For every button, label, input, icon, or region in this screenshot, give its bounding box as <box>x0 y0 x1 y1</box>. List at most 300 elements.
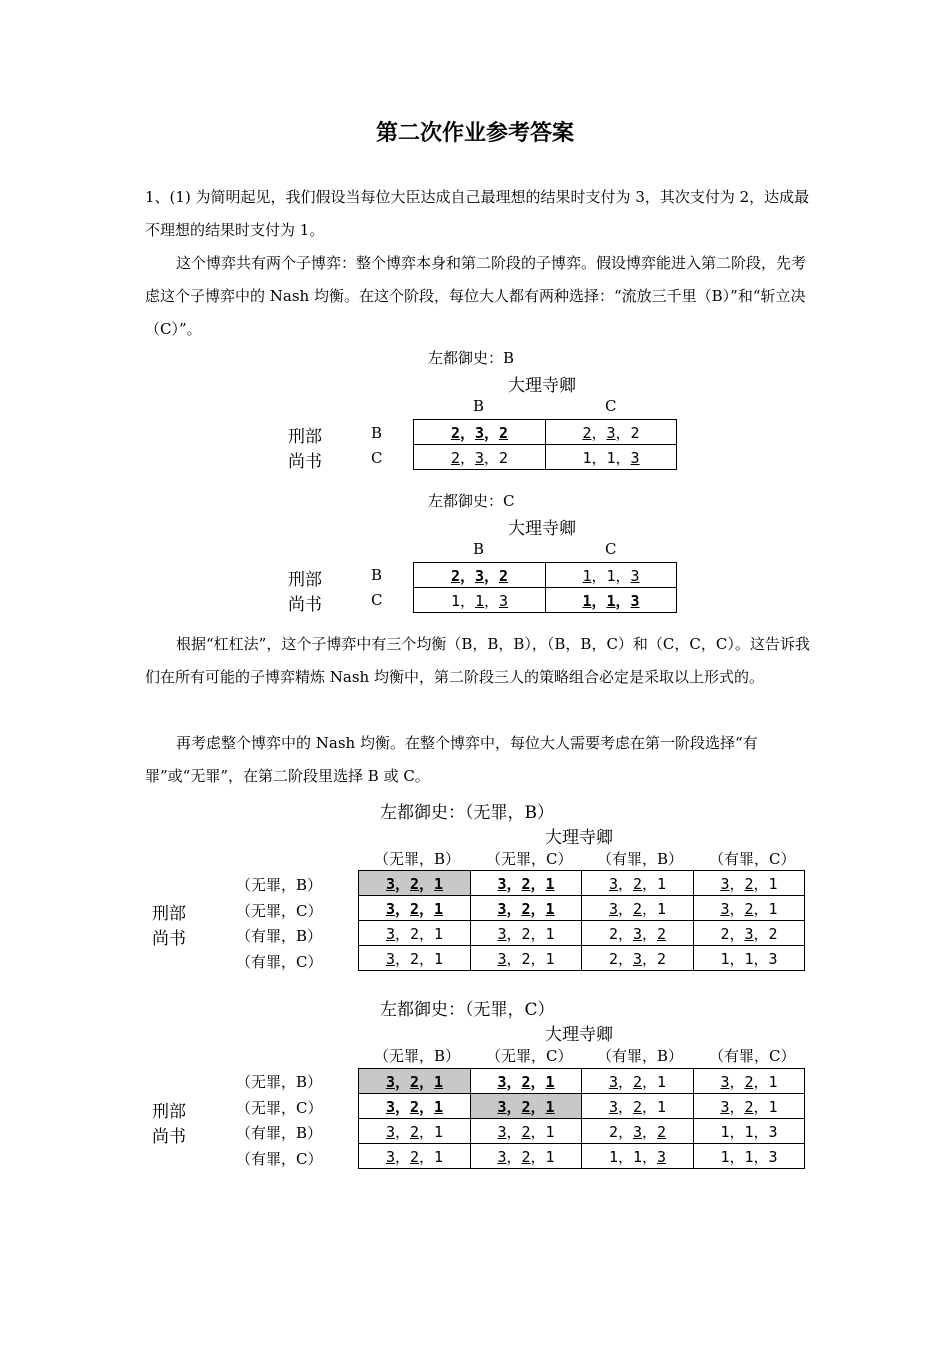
page-title: 第二次作业参考答案 <box>375 121 574 146</box>
row-head: （无罪，C） <box>236 902 323 920</box>
payoff-value: 2 <box>657 924 667 943</box>
payoff-value: 3 <box>606 423 616 442</box>
payoff-separator: ， <box>394 899 410 918</box>
row-head: （无罪，C） <box>236 1099 323 1117</box>
payoff-separator: ， <box>591 423 607 442</box>
payoff-value: 3 <box>474 448 485 467</box>
payoff-value: 2 <box>744 899 754 918</box>
table-row <box>414 445 677 470</box>
payoff-cell <box>582 896 694 921</box>
payoff-value: 1 <box>545 874 555 893</box>
payoff-separator: ， <box>615 566 631 585</box>
column-head: （有罪，B） <box>597 850 684 868</box>
payoff-value: 1 <box>582 591 592 610</box>
table-row <box>359 1119 805 1144</box>
column-head: C <box>605 540 617 558</box>
payoff-separator: ， <box>484 591 500 610</box>
payoff-value: 2 <box>632 874 643 893</box>
payoff-value: 2 <box>521 924 531 943</box>
payoff-separator: ， <box>419 949 435 968</box>
payoff-value: 2 <box>657 949 667 968</box>
payoff-cell <box>694 871 805 896</box>
payoff-value: 1 <box>434 949 444 968</box>
payoff-cell <box>582 1069 694 1094</box>
payoff-separator: ， <box>506 1072 522 1091</box>
payoff-separator: ， <box>506 949 522 968</box>
payoff-value: 2 <box>409 874 420 893</box>
payoff-separator: ， <box>530 874 546 893</box>
payoff-value: 3 <box>768 1147 778 1166</box>
payoff-cell <box>694 1119 805 1144</box>
row-head: C <box>371 449 383 467</box>
row-head: C <box>371 591 383 609</box>
payoff-value: 3 <box>630 566 640 585</box>
payoff-value: 2 <box>409 899 420 918</box>
payoff-value: 3 <box>720 1072 730 1091</box>
payoff-value: 1 <box>657 874 667 893</box>
payoff-value: 2 <box>450 566 460 585</box>
payoff-cell <box>471 1144 582 1169</box>
payoff-cell <box>546 588 677 613</box>
payoff-separator: ， <box>615 591 631 610</box>
payoff-value: 3 <box>632 949 643 968</box>
column-head: B <box>473 397 485 415</box>
payoff-value: 3 <box>497 874 507 893</box>
column-head: C <box>605 397 617 415</box>
payoff-value: 2 <box>744 874 754 893</box>
column-head: B <box>473 540 485 558</box>
payoff-separator: ， <box>753 924 769 943</box>
column-player-label: 大理寺卿 <box>545 1025 613 1045</box>
payoff-cell <box>359 1119 471 1144</box>
payoff-separator: ， <box>394 1097 410 1116</box>
payoff-value: 3 <box>497 949 507 968</box>
table-caption: 左都御史：C <box>428 492 515 510</box>
payoff-value: 2 <box>450 448 460 467</box>
payoff-value: 1 <box>657 1097 667 1116</box>
payoff-separator: ， <box>484 566 500 585</box>
payoff-separator: ， <box>394 874 410 893</box>
payoff-cell <box>471 946 582 971</box>
payoff-value: 3 <box>608 1097 618 1116</box>
row-head: （无罪，B） <box>236 1073 323 1091</box>
payoff-cell <box>359 921 471 946</box>
payoff-value: 3 <box>474 423 485 442</box>
column-head: （无罪，B） <box>374 850 461 868</box>
payoff-value: 1 <box>744 1147 754 1166</box>
payoff-value: 2 <box>521 1072 531 1091</box>
payoff-separator: ， <box>394 1122 410 1141</box>
payoff-value: 2 <box>608 1122 618 1141</box>
payoff-value: 2 <box>409 1097 420 1116</box>
table-row <box>359 871 805 896</box>
payoff-value: 2 <box>499 566 509 585</box>
payoff-separator: ， <box>506 874 522 893</box>
payoff-table <box>358 1068 805 1169</box>
payoff-value: 1 <box>768 874 778 893</box>
payoff-cell <box>582 1119 694 1144</box>
payoff-cell <box>359 871 471 896</box>
payoff-cell <box>694 1144 805 1169</box>
payoff-cell <box>546 420 677 445</box>
payoff-separator: ， <box>530 949 546 968</box>
payoff-value: 2 <box>409 924 420 943</box>
payoff-separator: ， <box>753 1147 769 1166</box>
payoff-separator: ， <box>753 949 769 968</box>
payoff-separator: ， <box>617 1072 633 1091</box>
payoff-separator: ， <box>506 924 522 943</box>
payoff-separator: ， <box>530 1147 546 1166</box>
column-player-label: 大理寺卿 <box>508 376 576 396</box>
payoff-value: 3 <box>497 1097 507 1116</box>
payoff-value: 3 <box>385 1097 395 1116</box>
payoff-separator: ， <box>642 899 658 918</box>
payoff-separator: ， <box>484 423 500 442</box>
payoff-value: 1 <box>545 1122 555 1141</box>
payoff-cell <box>694 1069 805 1094</box>
table-caption: 左都御史：（无罪，B） <box>380 803 554 823</box>
payoff-separator: ， <box>642 1122 658 1141</box>
payoff-value: 2 <box>608 924 618 943</box>
payoff-value: 3 <box>497 1072 507 1091</box>
table-row <box>359 896 805 921</box>
payoff-value: 2 <box>521 1097 531 1116</box>
payoff-value: 3 <box>657 1147 667 1166</box>
payoff-separator: ， <box>642 949 658 968</box>
payoff-separator: ， <box>419 924 435 943</box>
payoff-value: 1 <box>632 1147 643 1166</box>
payoff-separator: ， <box>530 1122 546 1141</box>
payoff-value: 2 <box>499 448 509 467</box>
row-head: （有罪，C） <box>236 953 323 971</box>
payoff-value: 2 <box>768 924 778 943</box>
payoff-separator: ， <box>617 949 633 968</box>
table-row <box>359 1144 805 1169</box>
payoff-separator: ， <box>591 566 607 585</box>
payoff-value: 1 <box>720 949 730 968</box>
payoff-value: 3 <box>744 924 754 943</box>
row-head: B <box>371 424 383 442</box>
payoff-value: 1 <box>606 566 616 585</box>
payoff-value: 1 <box>545 1072 555 1091</box>
payoff-value: 1 <box>545 949 555 968</box>
payoff-cell <box>582 946 694 971</box>
payoff-value: 2 <box>632 899 643 918</box>
payoff-separator: ， <box>617 899 633 918</box>
payoff-value: 2 <box>608 949 618 968</box>
table-caption: 左都御史：B <box>428 349 515 367</box>
payoff-value: 1 <box>545 1097 555 1116</box>
payoff-separator: ， <box>506 1097 522 1116</box>
payoff-value: 1 <box>657 1072 667 1091</box>
payoff-value: 1 <box>657 899 667 918</box>
payoff-cell <box>359 1069 471 1094</box>
row-head: （有罪，B） <box>236 927 323 945</box>
payoff-separator: ， <box>729 1122 745 1141</box>
payoff-value: 2 <box>521 1122 531 1141</box>
payoff-value: 2 <box>499 423 509 442</box>
payoff-value: 3 <box>720 899 730 918</box>
payoff-cell <box>694 1094 805 1119</box>
payoff-separator: ， <box>753 1097 769 1116</box>
payoff-value: 1 <box>545 1147 555 1166</box>
row-player-label: 尚书 <box>288 452 322 472</box>
table-caption: 左都御史：（无罪，C） <box>380 1000 555 1020</box>
payoff-separator: ， <box>419 1097 435 1116</box>
payoff-cell <box>471 921 582 946</box>
payoff-value: 3 <box>497 1122 507 1141</box>
payoff-separator: ， <box>617 1122 633 1141</box>
payoff-value: 3 <box>497 1147 507 1166</box>
payoff-value: 3 <box>385 1122 395 1141</box>
payoff-value: 3 <box>385 1147 395 1166</box>
payoff-value: 1 <box>434 1147 444 1166</box>
column-player-label: 大理寺卿 <box>545 828 613 848</box>
payoff-separator: ， <box>753 1122 769 1141</box>
payoff-value: 1 <box>744 1122 754 1141</box>
table-row <box>414 420 677 445</box>
payoff-separator: ， <box>729 1072 745 1091</box>
payoff-separator: ， <box>419 1072 435 1091</box>
payoff-value: 2 <box>450 423 460 442</box>
payoff-value: 1 <box>434 899 444 918</box>
payoff-separator: ， <box>530 924 546 943</box>
payoff-separator: ， <box>419 899 435 918</box>
payoff-cell <box>471 871 582 896</box>
payoff-value: 1 <box>434 1122 444 1141</box>
payoff-cell <box>694 896 805 921</box>
paragraph-3: 根据“杠杠法”，这个子博弈中有三个均衡（B，B，B），（B，B，C）和（C，C，C）。这告诉我们在所有可能的子博弈精炼 Nash 均衡中，第二阶段三人的策略组合必定是采取以上形式的。 <box>145 635 810 686</box>
payoff-value: 1 <box>720 1122 730 1141</box>
payoff-separator: ， <box>459 566 475 585</box>
payoff-value: 2 <box>409 1122 420 1141</box>
payoff-separator: ， <box>617 1097 633 1116</box>
payoff-separator: ， <box>506 1122 522 1141</box>
row-head: B <box>371 566 383 584</box>
payoff-value: 3 <box>630 591 640 610</box>
payoff-value: 3 <box>385 874 395 893</box>
payoff-separator: ， <box>729 1097 745 1116</box>
payoff-value: 3 <box>632 1122 643 1141</box>
payoff-value: 3 <box>720 1097 730 1116</box>
payoff-separator: ， <box>506 899 522 918</box>
payoff-separator: ， <box>729 1147 745 1166</box>
payoff-value: 2 <box>744 1072 754 1091</box>
payoff-value: 1 <box>768 1097 778 1116</box>
payoff-value: 1 <box>474 591 485 610</box>
payoff-separator: ， <box>459 448 475 467</box>
payoff-table <box>358 870 805 971</box>
payoff-separator: ， <box>530 1097 546 1116</box>
payoff-value: 2 <box>630 423 640 442</box>
payoff-value: 3 <box>608 1072 618 1091</box>
payoff-separator: ， <box>506 1147 522 1166</box>
payoff-value: 1 <box>744 949 754 968</box>
row-head: （有罪，C） <box>236 1150 323 1168</box>
payoff-value: 3 <box>630 448 640 467</box>
payoff-value: 2 <box>521 874 531 893</box>
table-row <box>414 588 677 613</box>
payoff-cell <box>471 1069 582 1094</box>
payoff-cell <box>414 420 546 445</box>
payoff-separator: ， <box>394 1147 410 1166</box>
paragraph-4: 再考虑整个博弈中的 Nash 均衡。在整个博弈中，每位大人需要考虑在第一阶段选择“有罪”或“无罪”，在第二阶段里选择 B 或 C。 <box>145 734 758 785</box>
payoff-cell <box>359 1094 471 1119</box>
payoff-separator: ， <box>617 924 633 943</box>
payoff-value: 2 <box>632 1072 643 1091</box>
payoff-cell <box>359 946 471 971</box>
payoff-separator: ， <box>419 874 435 893</box>
payoff-value: 3 <box>385 924 395 943</box>
column-head: （有罪，C） <box>709 1047 796 1065</box>
payoff-separator: ， <box>530 899 546 918</box>
payoff-cell <box>359 1144 471 1169</box>
payoff-value: 1 <box>434 924 444 943</box>
payoff-separator: ， <box>394 1072 410 1091</box>
column-head: （无罪，B） <box>374 1047 461 1065</box>
payoff-separator: ， <box>617 874 633 893</box>
payoff-value: 3 <box>720 874 730 893</box>
payoff-cell <box>414 563 546 588</box>
payoff-separator: ， <box>419 1147 435 1166</box>
table-row <box>359 1069 805 1094</box>
column-player-label: 大理寺卿 <box>508 519 576 539</box>
payoff-cell <box>359 896 471 921</box>
table-row <box>414 563 677 588</box>
payoff-separator: ， <box>642 874 658 893</box>
payoff-value: 1 <box>768 899 778 918</box>
payoff-separator: ， <box>617 1147 633 1166</box>
payoff-value: 1 <box>768 1072 778 1091</box>
payoff-value: 2 <box>521 1147 531 1166</box>
payoff-value: 2 <box>521 899 531 918</box>
payoff-separator: ， <box>615 448 631 467</box>
payoff-value: 1 <box>434 874 444 893</box>
payoff-value: 3 <box>497 899 507 918</box>
table-row <box>359 1094 805 1119</box>
payoff-cell <box>546 445 677 470</box>
payoff-value: 3 <box>608 874 618 893</box>
row-player-label: 刑部 <box>152 904 186 924</box>
row-head: （有罪，B） <box>236 1124 323 1142</box>
payoff-value: 1 <box>582 566 592 585</box>
payoff-cell <box>414 588 546 613</box>
payoff-value: 2 <box>720 924 730 943</box>
row-player-label: 刑部 <box>288 427 322 447</box>
payoff-value: 3 <box>632 924 643 943</box>
table-row <box>359 921 805 946</box>
payoff-cell <box>414 445 546 470</box>
payoff-value: 3 <box>768 949 778 968</box>
payoff-value: 1 <box>545 924 555 943</box>
payoff-cell <box>582 871 694 896</box>
payoff-value: 2 <box>744 1097 754 1116</box>
payoff-separator: ， <box>394 949 410 968</box>
payoff-value: 1 <box>450 591 460 610</box>
payoff-value: 2 <box>409 949 420 968</box>
payoff-separator: ， <box>642 1072 658 1091</box>
payoff-cell <box>471 1119 582 1144</box>
payoff-separator: ， <box>591 448 607 467</box>
payoff-cell <box>471 1094 582 1119</box>
payoff-value: 2 <box>521 949 531 968</box>
payoff-separator: ， <box>753 1072 769 1091</box>
payoff-separator: ， <box>419 1122 435 1141</box>
payoff-separator: ， <box>753 899 769 918</box>
payoff-cell <box>582 1144 694 1169</box>
payoff-separator: ， <box>729 924 745 943</box>
column-head: （无罪，C） <box>486 1047 573 1065</box>
payoff-separator: ， <box>394 924 410 943</box>
payoff-value: 3 <box>385 899 395 918</box>
row-player-label: 尚书 <box>152 929 186 949</box>
payoff-separator: ， <box>642 1097 658 1116</box>
payoff-separator: ， <box>729 874 745 893</box>
payoff-value: 3 <box>608 899 618 918</box>
payoff-value: 1 <box>608 1147 618 1166</box>
payoff-table <box>413 562 677 613</box>
payoff-cell <box>546 563 677 588</box>
payoff-cell <box>582 1094 694 1119</box>
payoff-cell <box>471 896 582 921</box>
row-head: （无罪，B） <box>236 876 323 894</box>
payoff-separator: ， <box>753 874 769 893</box>
column-head: （无罪，C） <box>486 850 573 868</box>
payoff-value: 3 <box>474 566 485 585</box>
payoff-separator: ， <box>642 1147 658 1166</box>
row-player-label: 尚书 <box>288 595 322 615</box>
paragraph-2: 这个博弈共有两个子博弈：整个博弈本身和第二阶段的子博弈。假设博弈能进入第二阶段，先考虑这个子博弈中的 Nash 均衡。在这个阶段，每位大人都有两种选择：“流放三千里（B）”和“斩立决（C）”。 <box>145 254 807 338</box>
payoff-value: 3 <box>499 591 509 610</box>
row-player-label: 刑部 <box>152 1102 186 1122</box>
payoff-cell <box>694 946 805 971</box>
payoff-cell <box>582 921 694 946</box>
column-head: （有罪，B） <box>597 1047 684 1065</box>
payoff-value: 1 <box>720 1147 730 1166</box>
payoff-separator: ， <box>729 899 745 918</box>
payoff-separator: ， <box>615 423 631 442</box>
payoff-value: 1 <box>434 1097 444 1116</box>
payoff-separator: ， <box>459 423 475 442</box>
paragraph-1: 1、(1) 为简明起见，我们假设当每位大臣达成自己最理想的结果时支付为 3，其次支付为 2，达成最不理想的结果时支付为 1。 <box>145 188 810 239</box>
payoff-value: 1 <box>545 899 555 918</box>
payoff-value: 3 <box>497 924 507 943</box>
row-player-label: 刑部 <box>288 570 322 590</box>
payoff-separator: ， <box>729 949 745 968</box>
column-head: （有罪，C） <box>709 850 796 868</box>
payoff-value: 1 <box>606 591 616 610</box>
payoff-separator: ， <box>484 448 500 467</box>
payoff-value: 3 <box>385 949 395 968</box>
payoff-value: 2 <box>632 1097 643 1116</box>
payoff-value: 2 <box>657 1122 667 1141</box>
row-player-label: 尚书 <box>152 1127 186 1147</box>
payoff-value: 1 <box>606 448 616 467</box>
payoff-value: 1 <box>582 448 592 467</box>
payoff-table <box>413 419 677 470</box>
payoff-separator: ， <box>530 1072 546 1091</box>
payoff-value: 3 <box>768 1122 778 1141</box>
payoff-value: 2 <box>409 1147 420 1166</box>
payoff-separator: ， <box>459 591 475 610</box>
payoff-separator: ， <box>642 924 658 943</box>
payoff-cell <box>694 921 805 946</box>
payoff-value: 3 <box>385 1072 395 1091</box>
table-row <box>359 946 805 971</box>
payoff-value: 2 <box>582 423 592 442</box>
payoff-value: 2 <box>409 1072 420 1091</box>
payoff-value: 1 <box>434 1072 444 1091</box>
